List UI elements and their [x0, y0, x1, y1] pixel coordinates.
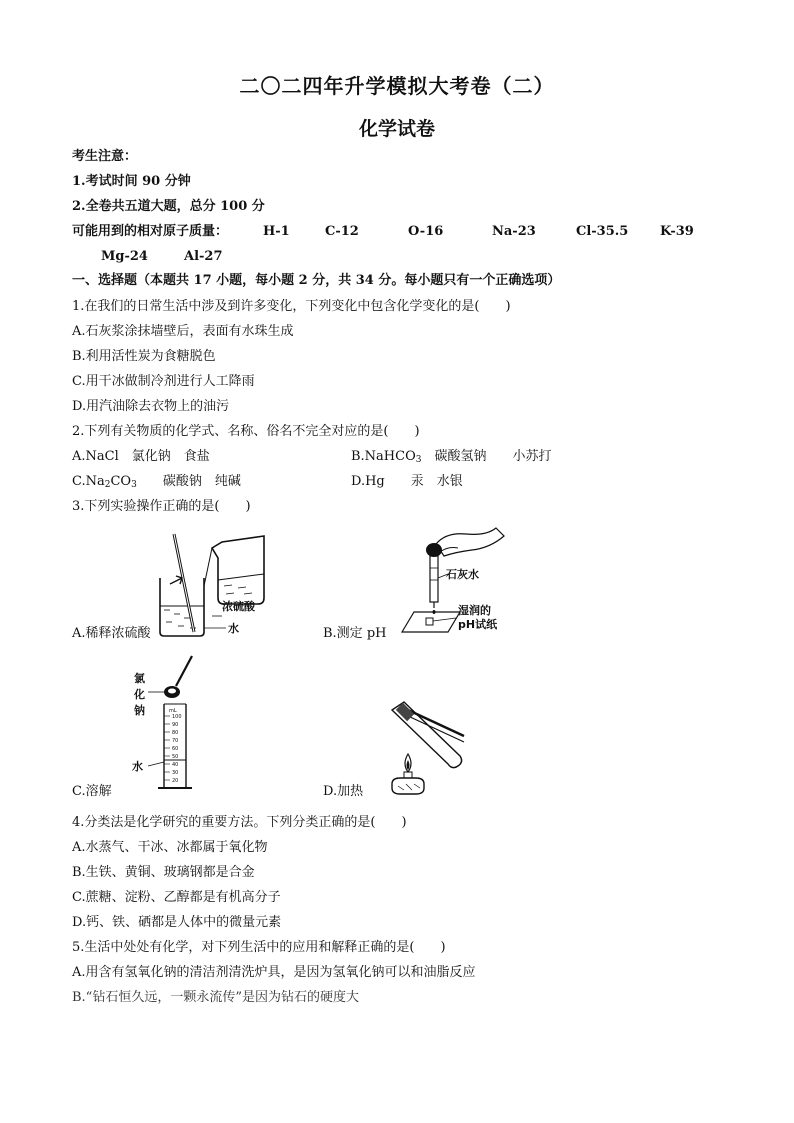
fig-b-lime-label: 石灰水 — [446, 568, 479, 581]
atomic-mass-h: H-1 — [263, 224, 290, 239]
q2-option-a: A.NaCl 氯化钠 食盐 — [72, 449, 210, 464]
atomic-mass-cl: Cl-35.5 — [576, 224, 629, 239]
exam-subject: 化学试卷 — [358, 118, 435, 140]
q1-option-d: D.用汽油除去衣物上的油污 — [72, 399, 230, 414]
fig-a-acid-label: 浓硫酸 — [222, 600, 255, 613]
q5-option-a: A.用含有氢氧化钠的清洁剂清洗炉具，是因为氢氧化钠可以和油脂反应 — [72, 965, 476, 980]
q1-stem: 1.在我们的日常生活中涉及到许多变化，下列变化中包含化学变化的是( ) — [72, 299, 511, 314]
atomic-mass-al: Al-27 — [184, 249, 223, 264]
fig-c-unit: mL — [169, 708, 177, 714]
q2-option-d: D.Hg 汞 水银 — [351, 474, 463, 489]
q1-option-b: B.利用活性炭为食糖脱色 — [72, 349, 216, 364]
q1-option-c: C.用干冰做制冷剂进行人工降雨 — [72, 374, 255, 389]
fig-c-tick: 90 — [172, 722, 179, 728]
fig-c-salt-label-1: 氯 — [134, 672, 145, 685]
atomic-mass-o: O-16 — [408, 224, 444, 239]
q4-option-c: C.蔗糖、淀粉、乙醇都是有机高分子 — [72, 890, 281, 905]
fig-c-water-label: 水 — [132, 760, 143, 773]
fig-c-tick: 60 — [172, 746, 179, 752]
atomic-mass-na: Na-23 — [492, 224, 536, 239]
fig-c-tick: 70 — [172, 738, 179, 744]
fig-c-tick: 20 — [172, 778, 179, 784]
atomic-mass-label: 可能用到的相对原子质量： — [72, 224, 229, 239]
fig-b-paper-label-1: 湿润的 — [458, 604, 491, 617]
notice-heading: 考生注意： — [72, 149, 138, 164]
fig-c-tick: 40 — [172, 762, 179, 768]
fig-b-paper-label-2: pH试纸 — [458, 618, 498, 631]
q3-option-d: D.加热 — [323, 784, 364, 799]
notice-item-score: 2.全卷共五道大题，总分 100 分 — [72, 199, 265, 214]
q4-option-b: B.生铁、黄铜、玻璃钢都是合金 — [72, 865, 255, 880]
fig-c-tick: 80 — [172, 730, 179, 736]
q1-option-a: A.石灰浆涂抹墙壁后，表面有水珠生成 — [72, 324, 294, 339]
q4-option-a: A.水蒸气、干冰、冰都属于氧化物 — [72, 840, 268, 855]
q5-option-b: B.“钻石恒久远，一颗永流传”是因为钻石的硬度大 — [72, 990, 359, 1005]
q3-stem: 3.下列实验操作正确的是( ) — [72, 499, 251, 514]
fig-c-salt-label-3: 钠 — [134, 704, 145, 717]
q2-option-c: $C.Na_2CO_3$ 碳酸钠 纯碱 — [72, 474, 241, 490]
q2-stem: 2.下列有关物质的化学式、名称、俗名不完全对应的是( ) — [72, 424, 420, 439]
atomic-mass-c: C-12 — [325, 224, 359, 239]
q4-stem: 4.分类法是化学研究的重要方法。下列分类正确的是( ) — [72, 815, 407, 830]
exam-title: 二〇二四年升学模拟大考卷（二） — [239, 74, 555, 98]
q4-option-d: D.钙、铁、硒都是人体中的微量元素 — [72, 915, 282, 930]
q5-stem: 5.生活中处处有化学，对下列生活中的应用和解释正确的是( ) — [72, 940, 446, 955]
q3-option-a: A.稀释浓硫酸 — [72, 626, 151, 641]
q2-option-b: B.NaHCO$_3$ 碳酸氢钠 小苏打 — [351, 449, 552, 465]
q3-figure-c — [114, 652, 226, 798]
q3-figure-b — [386, 522, 510, 642]
q3-option-c: C.溶解 — [72, 784, 112, 799]
fig-a-water-label: 水 — [228, 622, 239, 635]
atomic-mass-mg: Mg-24 — [101, 249, 148, 264]
fig-c-tick: 30 — [172, 770, 179, 776]
section-heading: 一、选择题（本题共 17 小题，每小题 2 分，共 34 分。每小题只有一个正确选项） — [72, 273, 561, 288]
fig-c-tick: 100 — [172, 714, 182, 720]
notice-item-time: 1.考试时间 90 分钟 — [72, 174, 191, 189]
q3-figure-d — [364, 690, 480, 798]
q3-option-b: B.测定 pH — [323, 626, 387, 641]
fig-c-salt-label-2: 化 — [134, 688, 145, 701]
fig-c-tick: 50 — [172, 754, 179, 760]
atomic-mass-k: K-39 — [660, 224, 694, 239]
q3-figure-a — [152, 528, 288, 640]
